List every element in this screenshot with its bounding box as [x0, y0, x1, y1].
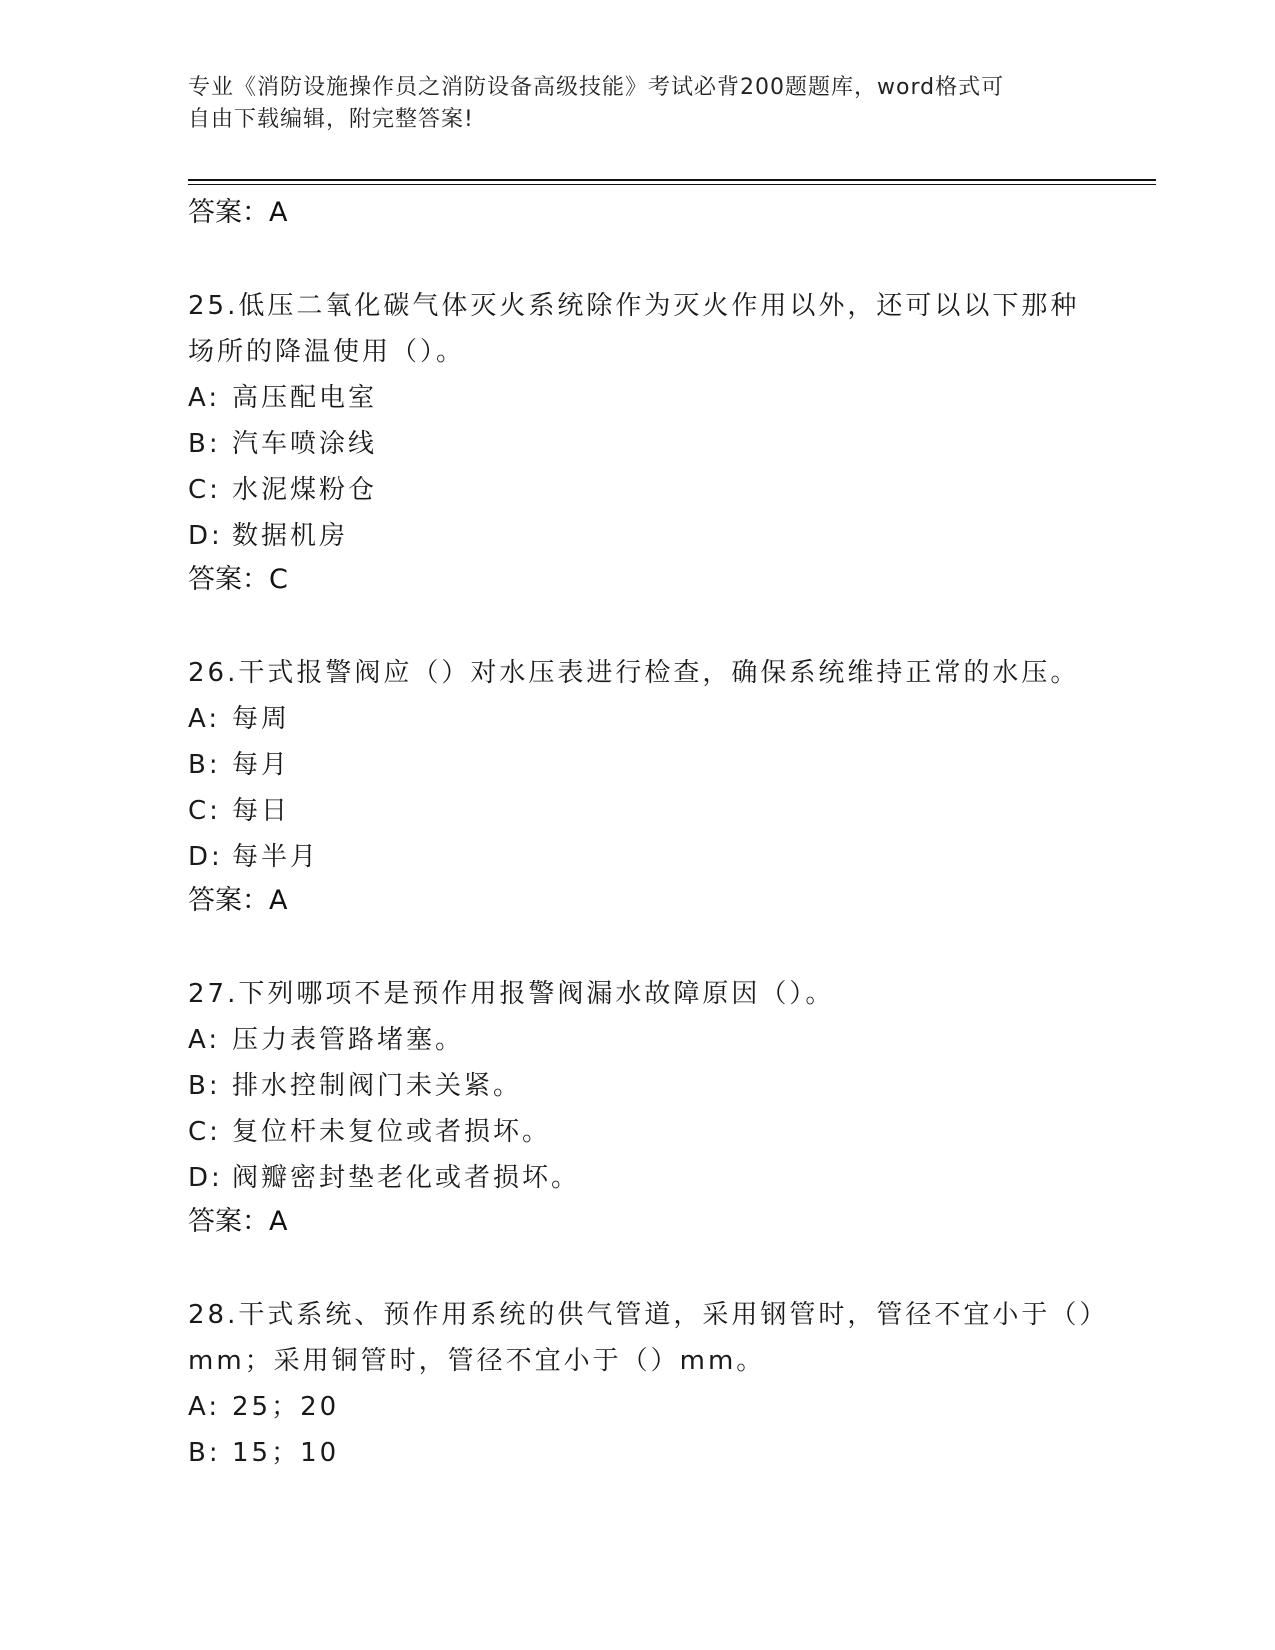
option-a: [188, 696, 1108, 742]
option-key: D:: [188, 521, 223, 551]
option-b: [188, 1063, 1108, 1109]
question-26: [188, 650, 1108, 921]
option-text: 数据机房: [232, 521, 349, 551]
header-line-1: 专业《消防设施操作员之消防设备高级技能》考试必背200题题库，word格式可: [188, 75, 1005, 100]
option-text: 压力表管路堵塞。: [232, 1025, 465, 1055]
option-text: 每月: [232, 750, 291, 780]
option-key: B:: [188, 750, 221, 780]
option-text: 高压配电室: [232, 383, 378, 413]
option-d: [188, 513, 1108, 559]
option-a: [188, 1384, 1108, 1430]
option-text: 复位杆未复位或者损坏。: [232, 1117, 552, 1147]
option-text: 每半月: [232, 842, 320, 872]
question-text: 25.低压二氧化碳气体灭火系统除作为灭火作用以外，还可以以下那种场所的降温使用（）。: [188, 291, 1080, 367]
question-answer: 答案：C: [188, 564, 288, 595]
option-text: 每周: [232, 704, 291, 734]
option-key: A:: [188, 704, 221, 734]
option-c: [188, 467, 1108, 513]
option-a: [188, 1017, 1108, 1063]
option-b: [188, 421, 1108, 467]
option-key: D:: [188, 842, 223, 872]
option-b: [188, 742, 1108, 788]
option-text: 25；20: [232, 1392, 340, 1422]
option-text: 每日: [232, 796, 291, 826]
question-text: 26.干式报警阀应（）对水压表进行检查，确保系统维持正常的水压。: [188, 658, 1080, 688]
question-answer: 答案：A: [188, 885, 288, 916]
option-key: C:: [188, 796, 221, 826]
option-b: [188, 1430, 1108, 1476]
option-key: C:: [188, 1117, 221, 1147]
question-28: [188, 1292, 1108, 1476]
option-a: [188, 375, 1108, 421]
question-27: [188, 971, 1108, 1242]
header-divider-thin: [188, 184, 1156, 185]
header-line-2: 自由下载编辑，附完整答案!: [188, 107, 474, 132]
question-text: 28.干式系统、预作用系统的供气管道，采用钢管时，管径不宜小于（）mm；采用铜管时，管径不宜小于（）mm。: [188, 1300, 1096, 1376]
option-d: [188, 1155, 1108, 1201]
option-key: A:: [188, 1025, 221, 1055]
question-25: [188, 283, 1108, 600]
option-key: D:: [188, 1163, 223, 1193]
question-text: 27.下列哪项不是预作用报警阀漏水故障原因（）。: [188, 979, 835, 1009]
question-list: [188, 190, 1108, 1476]
option-key: B:: [188, 1071, 221, 1101]
header-divider-thick: [188, 179, 1156, 181]
previous-answer: 答案：A: [188, 197, 288, 228]
option-c: [188, 788, 1108, 834]
option-text: 汽车喷涂线: [232, 429, 378, 459]
option-key: B:: [188, 1438, 221, 1468]
option-d: [188, 834, 1108, 880]
option-key: A:: [188, 383, 221, 413]
option-key: A:: [188, 1392, 221, 1422]
question-answer: 答案：A: [188, 1206, 288, 1237]
option-key: C:: [188, 475, 221, 505]
option-c: [188, 1109, 1108, 1155]
option-text: 排水控制阀门未关紧。: [232, 1071, 523, 1101]
option-text: 阀瓣密封垫老化或者损坏。: [232, 1163, 581, 1193]
option-key: B:: [188, 429, 221, 459]
document-header: [188, 72, 1088, 136]
option-text: 水泥煤粉仓: [232, 475, 378, 505]
option-text: 15；10: [232, 1438, 340, 1468]
